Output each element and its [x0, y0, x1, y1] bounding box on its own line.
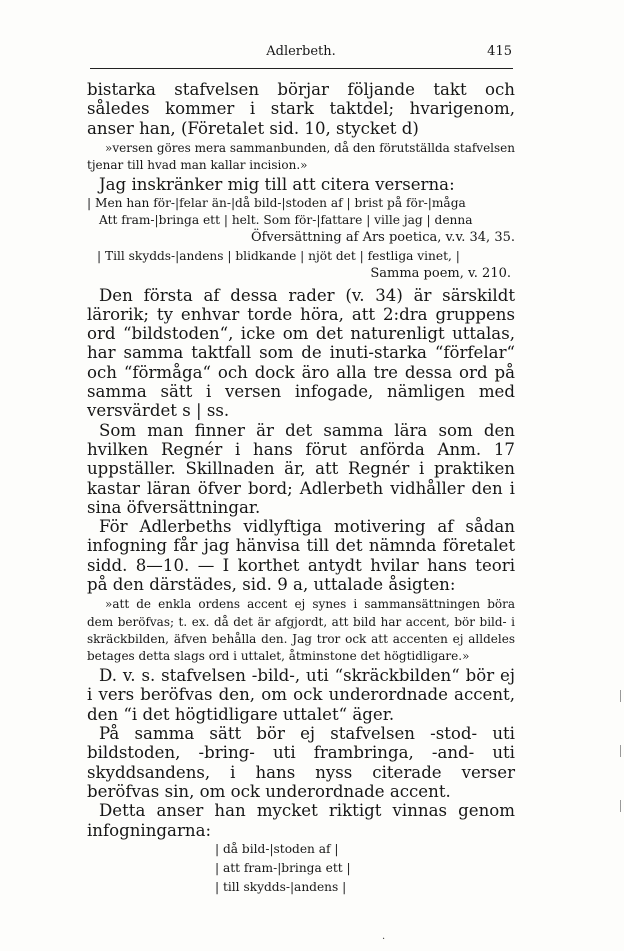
paragraph: bistarka stafvelsen börjar följande takt och således kommer i stark taktdel; hvarigenom, anser han, (Företalet sid. 10, stycket d) — [87, 80, 515, 138]
scan-artifact — [620, 800, 621, 812]
paragraph: På samma sätt bör ej stafvelsen -stod- uti bildstoden, -bring- uti frambringa, -and- uti skyddsandens, i hans nyss citerade verser beröfvas sin, om ock underordnade accent. — [87, 724, 515, 801]
verse-fragment: | att fram-|bringa ett | — [215, 860, 351, 875]
running-header — [90, 44, 512, 64]
verse-fragment: | till skydds-|andens | — [215, 879, 347, 894]
verse-line: Att fram-|bringa ett | helt. Som för-|fattare | ville jag | denna — [99, 212, 473, 227]
paragraph: Detta anser han mycket riktigt vinnas genom infogningarna: — [87, 801, 515, 840]
scan-artifact — [620, 745, 621, 757]
header-rule — [90, 68, 513, 69]
verse-citation: Öfversättning af Ars poetica, v.v. 34, 35. — [250, 229, 515, 245]
paragraph: Den första af dessa rader (v. 34) är särskildt lärorik; ty enhvar torde höra, att 2:dra gruppens ord “bildstoden“, icke om det naturenligt uttalas, har samma taktfall som de inuti-starka “förfelar“ och “förmåga“ och dock äro alla tre dessa ord på samma sätt i versen infogade, nämligen med versvärdet s | ss. — [87, 285, 515, 421]
verse-fragment: | då bild-|stoden af | — [215, 841, 339, 856]
paragraph: Jag inskränker mig till att citera verserna: — [99, 175, 455, 195]
page-body — [87, 80, 515, 897]
block-quote: »versen göres mera sammanbunden, då den förutställda stafvelsen tjenar till hvad man kallar incision.» — [87, 140, 515, 173]
paragraph: För Adlerbeths vidlyftiga motivering af sådan infogning får jag hänvisa till det nämnda företalet sidd. 8—10. — I korthet antydt hvilar hans teori på den därstädes, sid. 9 a, uttalade åsigten: — [87, 517, 515, 595]
running-title: Adlerbeth. — [266, 44, 336, 59]
scan-artifact — [620, 690, 621, 702]
paragraph: D. v. s. stafvelsen -bild-, uti “skräckbilden“ bör ej i vers beröfvas den, om ock underordnade accent, den “i det högtidligare uttalet“ äger. — [87, 666, 515, 724]
page-number: 415 — [487, 44, 512, 59]
verse-line: | Men han för-|felar än-|då bild-|stoden af | brist på för-|måga — [87, 195, 466, 210]
verse-citation: Samma poem, v. 210. — [370, 265, 511, 281]
block-quote: »att de enkla ordens accent ej synes i sammansättningen böra dem beröfvas; t. ex. då det är afgjordt, att bild har accent, bör bild- i skräckbilden, äfven behålla den. Jag tror ock att accenten ej alldeles betages detta slags ord i uttalet, åtminstone det högtidligare.» — [87, 597, 515, 663]
verse-line: | Till skydds-|andens | blidkande | njöt det | festliga vinet, | — [97, 248, 460, 263]
scan-artifact: · — [382, 934, 386, 945]
paragraph: Som man finner är det samma lära som den hvilken Regnér i hans förut anförda Anm. 17 uppställer. Skillnaden är, att Regnér i praktiken kastar läran öfver bord; Adlerbeth vidhåller den i sina öfversättningar. — [87, 420, 515, 517]
